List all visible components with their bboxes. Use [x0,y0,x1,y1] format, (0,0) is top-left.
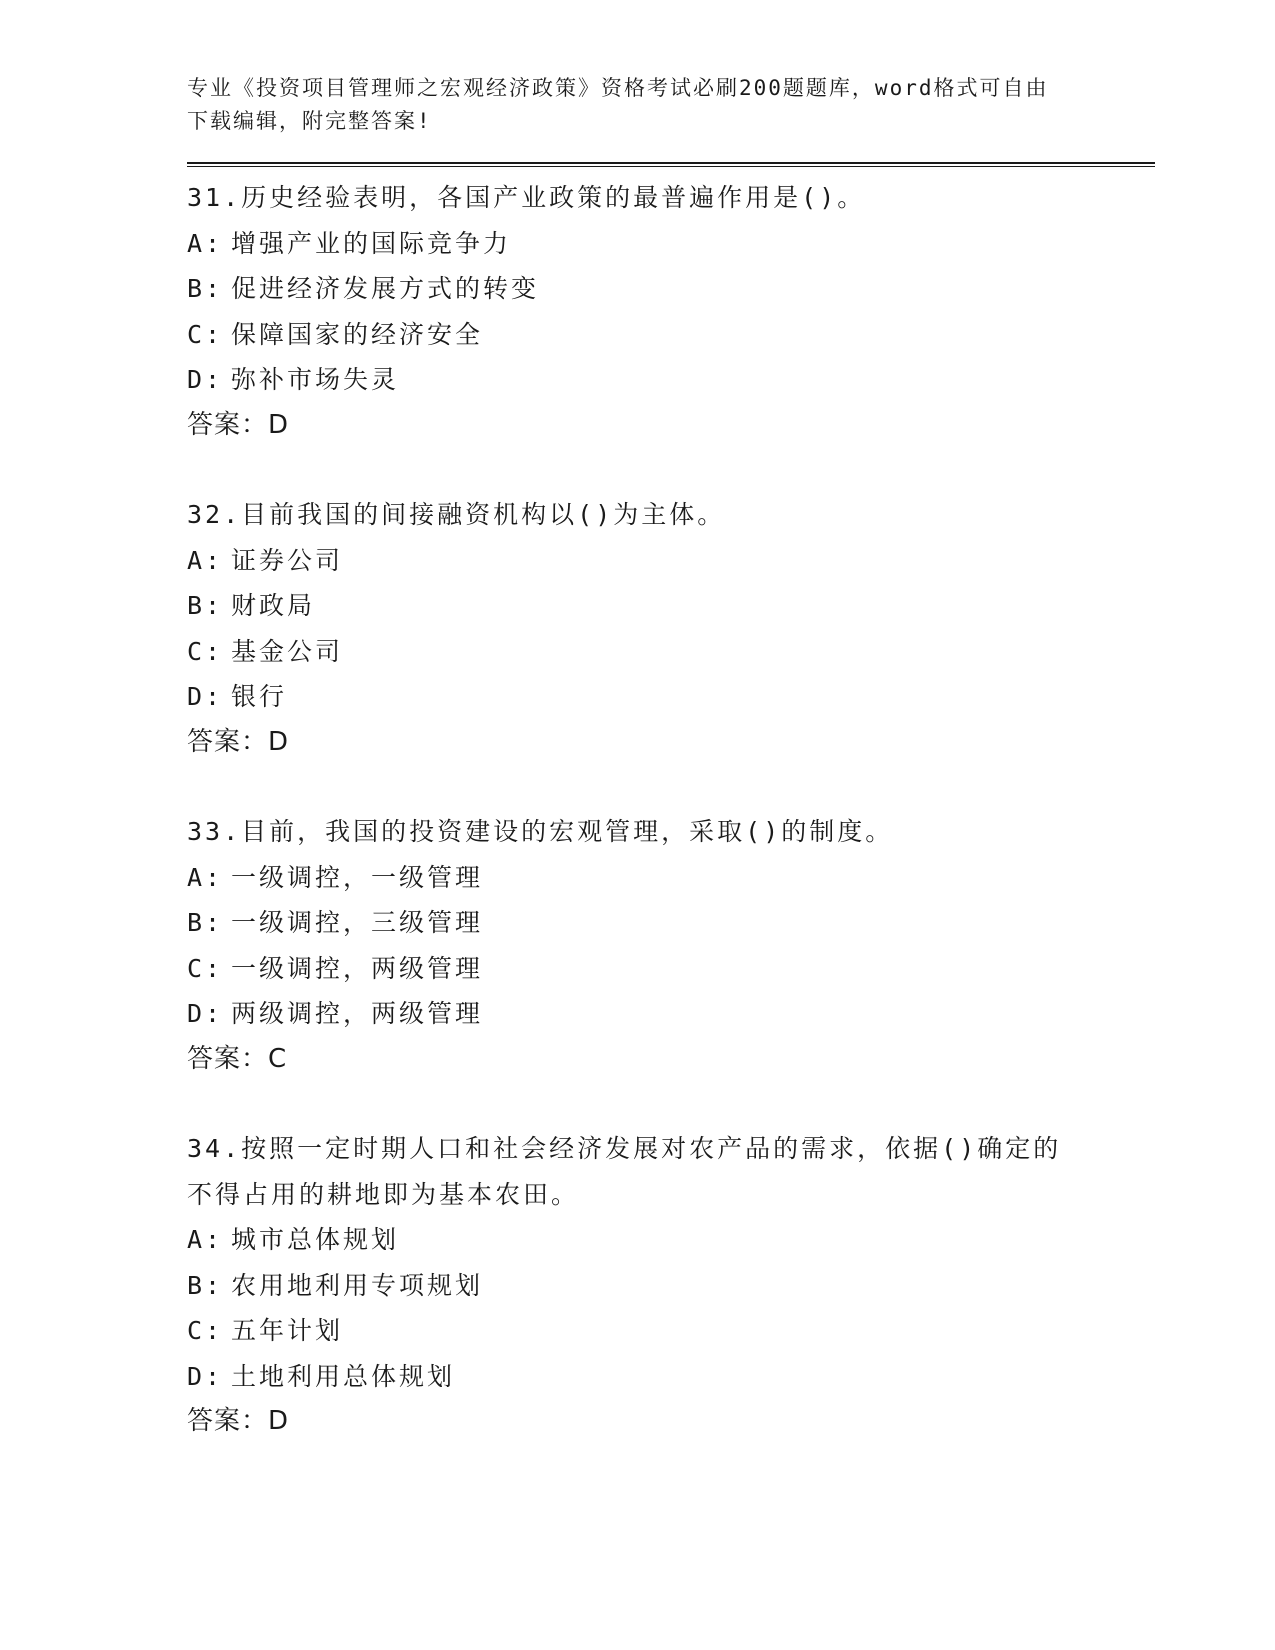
document-header: 专业《投资项目管理师之宏观经济政策》资格考试必刷200题题库，word格式可自由下载编辑，附完整答案! [187,76,1049,133]
option-a [187,221,1157,267]
option-text: 促进经济发展方式的转变 [231,274,540,303]
question-33 [187,809,1157,1082]
option-letter: A: [187,862,224,892]
option-a [187,538,1157,584]
option-letter: D: [187,682,224,711]
option-letter: B: [187,1270,224,1300]
option-text: 财政局 [231,591,316,620]
option-text: 银行 [231,682,288,711]
option-text: 一级调控，一级管理 [231,862,484,892]
option-b [187,266,1157,312]
option-d [187,991,1157,1037]
option-c [187,629,1157,675]
question-stem: 33.目前，我国的投资建设的宏观管理，采取()的制度。 [187,817,894,846]
option-text: 一级调控，三级管理 [231,908,484,937]
question-32 [187,492,1157,765]
option-b [187,1263,1157,1309]
option-a [187,855,1157,901]
question-stem: 31.历史经验表明，各国产业政策的最普遍作用是()。 [187,183,866,212]
question-stem: 32.目前我国的间接融资机构以()为主体。 [187,500,726,529]
option-d [187,674,1157,720]
option-letter: C: [187,636,224,666]
answer-line: 答案：D [187,1406,290,1436]
option-text: 一级调控，两级管理 [231,953,484,983]
option-letter: D: [187,999,224,1028]
option-b [187,583,1157,629]
option-text: 保障国家的经济安全 [231,319,484,349]
answer-line: 答案：D [187,726,290,757]
option-c [187,946,1157,992]
option-text: 基金公司 [231,636,344,666]
header-divider [187,162,1155,167]
option-letter: A: [187,228,224,258]
option-text: 弥补市场失灵 [231,365,400,394]
option-c [187,312,1157,358]
question-list [187,175,1157,1445]
option-letter: B: [187,908,224,937]
option-letter: C: [187,953,224,983]
option-b [187,900,1157,946]
option-text: 土地利用总体规划 [231,1361,456,1391]
option-d [187,1354,1157,1400]
option-a [187,1217,1157,1263]
option-letter: D: [187,365,224,394]
option-letter: D: [187,1361,224,1391]
option-text: 增强产业的国际竞争力 [231,228,512,258]
option-text: 农用地利用专项规划 [231,1270,484,1300]
answer-line: 答案：D [187,409,290,440]
option-text: 两级调控，两级管理 [231,999,484,1028]
option-letter: A: [187,545,224,575]
document-page [187,72,1157,1489]
option-text: 五年计划 [231,1316,344,1345]
option-letter: B: [187,591,224,620]
question-34 [187,1126,1157,1445]
option-d [187,357,1157,403]
option-c [187,1308,1157,1354]
question-31 [187,175,1157,448]
option-text: 城市总体规划 [231,1225,400,1254]
option-letter: A: [187,1225,224,1254]
option-letter: C: [187,1316,224,1345]
option-letter: C: [187,319,224,349]
option-letter: B: [187,274,224,303]
question-stem: 34.按照一定时期人口和社会经济发展对农产品的需求，依据()确定的不得占用的耕地即为基本农田。 [187,1134,1062,1209]
answer-line: 答案：C [187,1043,288,1074]
option-text: 证券公司 [231,545,344,575]
